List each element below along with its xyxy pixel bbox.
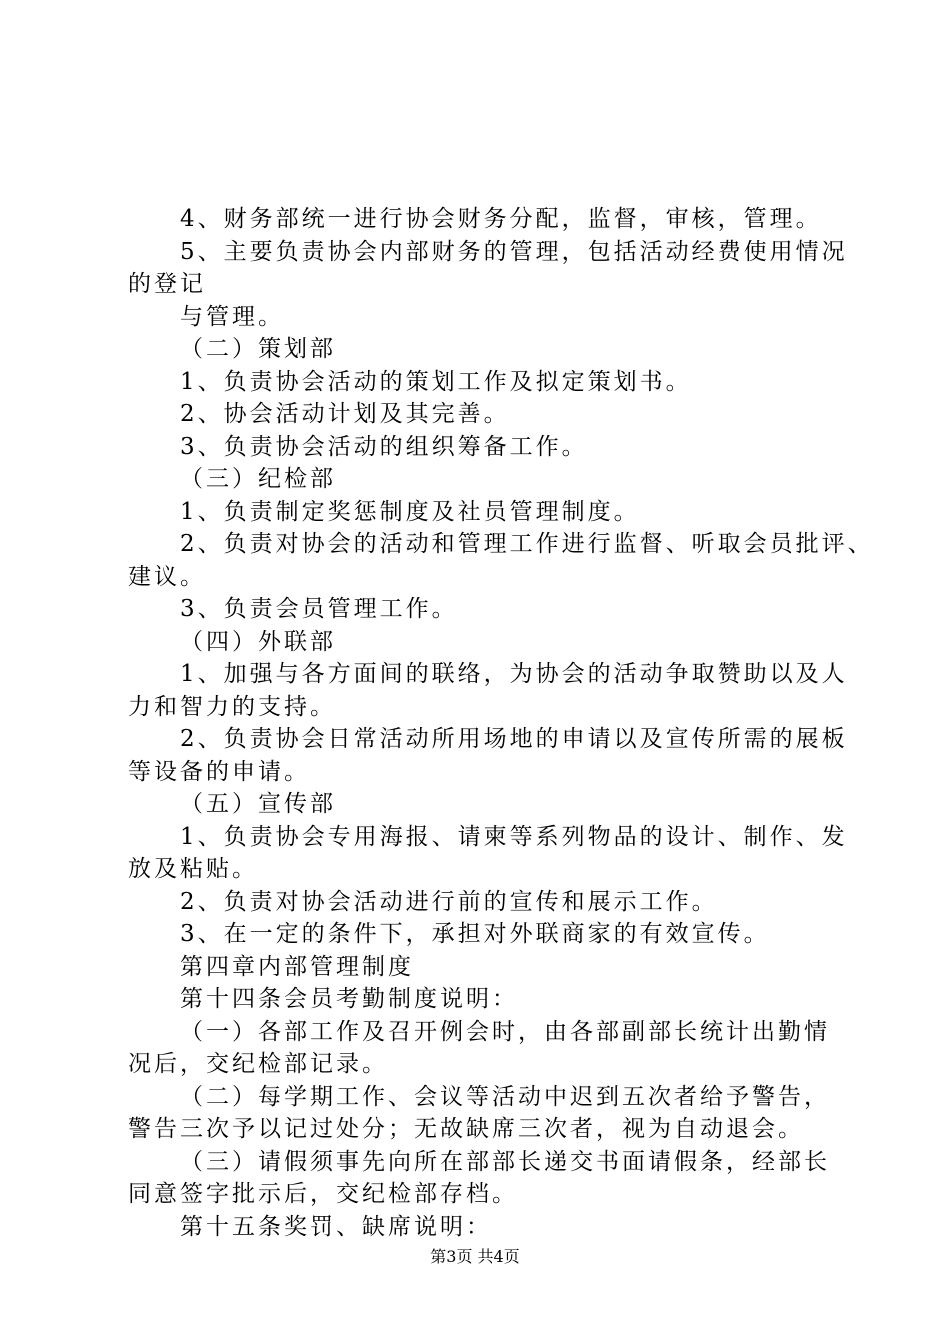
text-line: 3、负责会员管理工作。 <box>180 596 458 622</box>
text-line: 3、在一定的条件下，承担对外联商家的有效宣传。 <box>180 921 770 947</box>
text-line: 1、负责制定奖惩制度及社员管理制度。 <box>180 498 640 525</box>
text-line: 放及粘贴。 <box>128 856 258 882</box>
text-line: 与管理。 <box>180 303 284 330</box>
text-line: 建议。 <box>128 563 206 590</box>
text-line: 2、负责对协会的活动和管理工作进行监督、听取会员批评、 <box>180 531 874 557</box>
text-line: 第十五条奖罚、缺席说明： <box>180 1213 492 1240</box>
text-line: 5、主要负责协会内部财务的管理，包括活动经费使用情况 <box>180 238 848 265</box>
text-line: 2、负责协会日常活动所用场地的申请以及宣传所需的展板 <box>180 726 848 752</box>
text-line: 2、负责对协会活动进行前的宣传和展示工作。 <box>180 888 718 915</box>
text-line: 力和智力的支持。 <box>128 693 336 720</box>
text-line: （四）外联部 <box>180 628 336 655</box>
text-line: （五）宣传部 <box>180 791 336 817</box>
text-line: 2、协会活动计划及其完善。 <box>180 401 510 427</box>
text-line: 况后，交纪检部记录。 <box>128 1051 388 1077</box>
text-line: 1、加强与各方面间的联络，为协会的活动争取赞助以及人 <box>180 661 848 687</box>
page-footer: 第3页 共4页 <box>430 1247 520 1266</box>
text-line: 3、负责协会活动的组织筹备工作。 <box>180 433 588 460</box>
text-line: 4、财务部统一进行协会财务分配，监督，审核，管理。 <box>180 206 822 232</box>
text-line: 的登记 <box>128 271 206 297</box>
text-line: （二）每学期工作、会议等活动中迟到五次者给予警告， <box>180 1083 830 1110</box>
text-line: 1、负责协会活动的策划工作及拟定策划书。 <box>180 368 692 395</box>
text-line: 同意签字批示后，交纪检部存档。 <box>128 1181 518 1207</box>
text-line: 第十四条会员考勤制度说明： <box>180 986 518 1012</box>
text-line: 第四章内部管理制度 <box>180 953 414 980</box>
text-line: （三）纪检部 <box>180 466 336 492</box>
text-line: 警告三次予以记过处分；无故缺席三次者，视为自动退会。 <box>128 1116 804 1142</box>
document-body <box>128 203 874 1243</box>
text-line: （一）各部工作及召开例会时，由各部副部长统计出勤情 <box>180 1018 830 1045</box>
text-line: （三）请假须事先向所在部部长递交书面请假条，经部长 <box>180 1148 830 1175</box>
text-line: 等设备的申请。 <box>128 758 310 785</box>
text-line: 1、负责协会专用海报、请柬等系列物品的设计、制作、发 <box>180 823 848 850</box>
text-line: （二）策划部 <box>180 336 336 362</box>
